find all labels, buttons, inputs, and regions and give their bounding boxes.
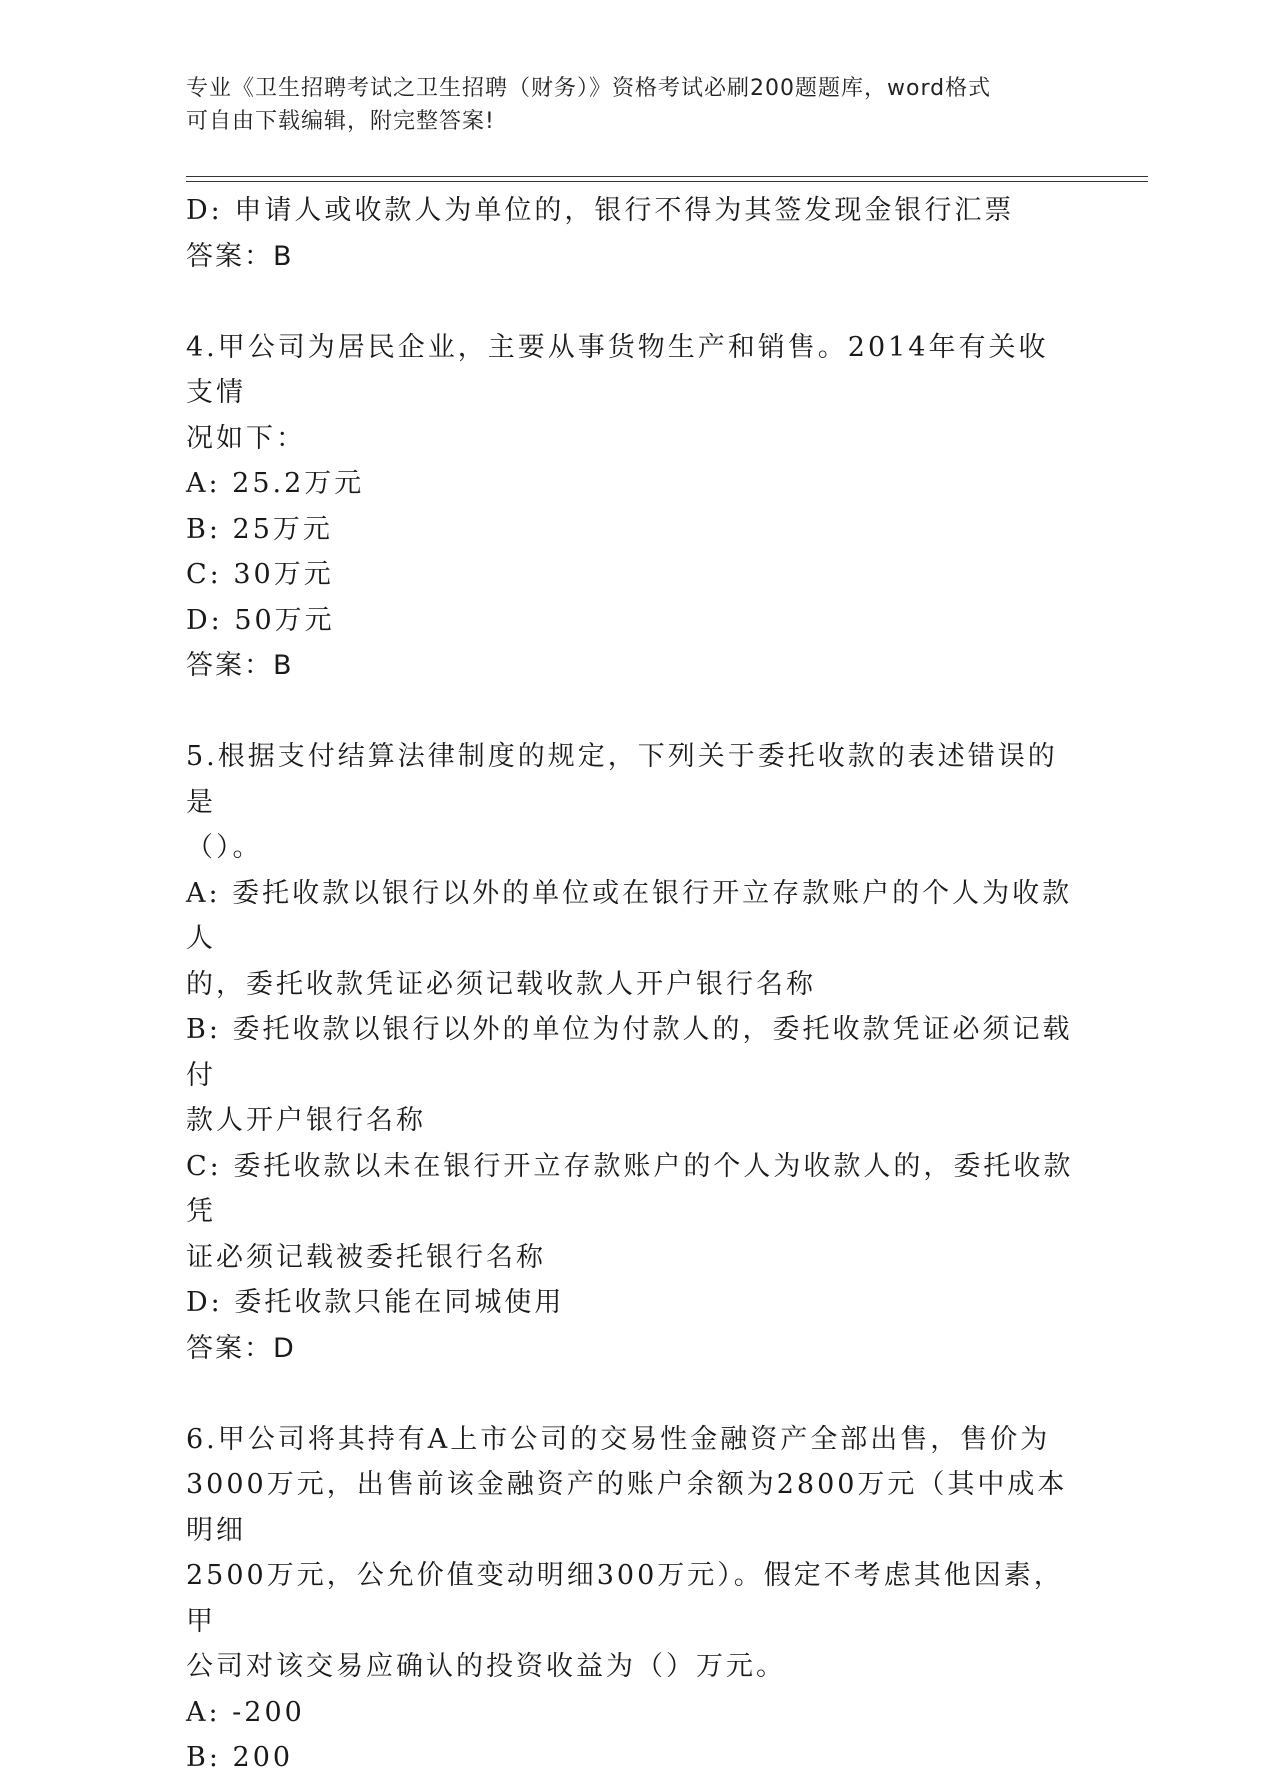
header-line-2: 可自由下载编辑，附完整答案!	[186, 109, 495, 134]
question-line: 5.根据支付结算法律制度的规定，下列关于委托收款的表述错误的是	[186, 741, 1058, 818]
answer-line: 答案：B	[186, 240, 294, 272]
question-line: B: 25万元	[186, 513, 333, 545]
question-line: A: 委托收款以银行以外的单位或在银行开立存款账户的个人为收款人	[186, 877, 1073, 954]
question-q6	[186, 1417, 1076, 1781]
answer-line: 答案：D	[186, 1332, 296, 1364]
header-divider-top	[186, 176, 1148, 177]
question-line: D: 申请人或收款人为单位的，银行不得为其签发现金银行汇票	[186, 195, 1015, 226]
question-line: C: 委托收款以未在银行开立存款账户的个人为收款人的，委托收款凭	[186, 1150, 1074, 1227]
question-spacer	[186, 689, 1076, 735]
question-line: D: 50万元	[186, 604, 335, 636]
question-line: B: 200	[186, 1742, 294, 1773]
question-list	[186, 188, 1076, 1781]
header-line-1: 专业《卫生招聘考试之卫生招聘（财务）》资格考试必刷200题题库，word格式	[186, 76, 992, 101]
question-spacer	[186, 1371, 1076, 1417]
document-header	[186, 72, 1066, 138]
question-line: 3000万元，出售前该金融资产的账户余额为2800万元（其中成本明细	[186, 1469, 1068, 1546]
question-line: 的，委托收款凭证必须记载收款人开户银行名称	[186, 968, 816, 1000]
question-line: 证必须记载被委托银行名称	[186, 1241, 546, 1273]
question-line: 公司对该交易应确认的投资收益为（）万元。	[186, 1651, 786, 1682]
question-q5	[186, 734, 1076, 1371]
question-line: 2500万元，公允价值变动明细300万元）。假定不考虑其他因素，甲	[186, 1560, 1064, 1637]
question-line: A: -200	[186, 1696, 305, 1728]
question-line: A: 25.2万元	[186, 468, 365, 499]
question-line: 4.甲公司为居民企业，主要从事货物生产和销售。2014年有关收支情	[186, 331, 1049, 408]
question-spacer	[186, 279, 1076, 325]
question-line: 款人开户银行名称	[186, 1105, 426, 1136]
question-line: 6.甲公司将其持有A上市公司的交易性金融资产全部出售，售价为	[186, 1423, 1051, 1455]
question-line: C: 30万元	[186, 559, 334, 590]
question-line: B: 委托收款以银行以外的单位为付款人的，委托收款凭证必须记载付	[186, 1014, 1073, 1091]
header-divider-bottom	[186, 181, 1148, 182]
question-line: 况如下：	[186, 422, 306, 454]
question-q4	[186, 325, 1076, 689]
question-line: D: 委托收款只能在同城使用	[186, 1287, 565, 1318]
question-line: （）。	[186, 832, 263, 863]
answer-line: 答案：B	[186, 650, 294, 681]
question-q3-tail	[186, 188, 1076, 279]
